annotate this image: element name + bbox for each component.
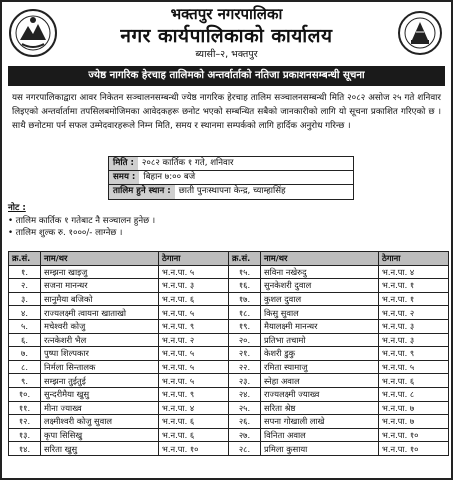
cell-name: सजना मानन्धर [41,279,159,293]
cell-name: प्रमिला कुसाया [261,442,379,456]
table-row [9,319,449,333]
cell-address: भ.न.पा. ४ [379,265,449,279]
header-name: नाम/थर [261,252,379,266]
training-info-box [108,156,354,200]
cell-address: भ.न.पा. ६ [159,292,229,306]
table-row [9,415,449,429]
cell-serial: १३. [9,428,41,442]
table-row [9,374,449,388]
cell-name: रमिता स्यामाजु [261,360,379,374]
time-label: समय : [109,171,139,184]
cell-name: निर्मला सिन्तालक [41,360,159,374]
cell-name: सुनकेशरी दुवाल [261,279,379,293]
cell-name: सानुमैया बजिको [41,292,159,306]
table-row [9,333,449,347]
selected-candidates-table [8,251,449,456]
table-row [9,279,449,293]
cell-address: भ.न.पा. ८ [379,387,449,401]
cell-address: भ.न.पा. ५ [159,374,229,388]
cell-serial: २७. [229,428,261,442]
table-row [9,442,449,456]
cell-name: पुष्पा शिल्पकार [41,347,159,361]
info-row-time [109,171,353,185]
cell-address: भ.न.पा. ५ [379,360,449,374]
cell-serial: २६. [229,415,261,429]
municipality-logo-icon [397,10,443,56]
time-value: बिहान ७:०० बजे [143,172,196,182]
cell-serial: २२. [229,360,261,374]
cell-name: कुशल दुवाल [261,292,379,306]
cell-name: किसु सुवाल [261,306,379,320]
cell-serial: ५. [9,319,41,333]
notes-heading: नोट : [8,203,26,213]
cell-name: सम्झना तुईतुई [41,374,159,388]
cell-address: भ.न.पा. ९ [159,319,229,333]
cell-address: भ.न.पा. ५ [159,360,229,374]
cell-address: भ.न.पा. ७ [379,415,449,429]
cell-address: भ.न.पा. १० [379,428,449,442]
cell-address: भ.न.पा. ३ [379,333,449,347]
office-name: नगर कार्यपालिकाको कार्यालय [120,25,333,47]
cell-address: भ.न.पा. १० [379,442,449,456]
cell-address: भ.न.पा. ६ [159,415,229,429]
cell-serial: २३. [229,374,261,388]
cell-serial: २५. [229,401,261,415]
header-serial: क्र.सं. [229,252,261,266]
cell-address: भ.न.पा. ३ [379,319,449,333]
cell-name: सविना नखेरुदु [261,265,379,279]
cell-name: मचेश्वरी कोजु [41,319,159,333]
header [2,2,451,64]
table-row [9,401,449,415]
notice-banner: ज्येष्ठ नागरिक हेरचाह तालिमको अन्तर्वार्ताको नतिजा प्रकाशनसम्बन्धी सूचना [8,66,445,86]
selected-candidates-table-wrapper [8,251,449,456]
note-item: • तालिम शुल्क रु. १०००/- लाग्नेछ । [8,228,123,238]
table-row [9,265,449,279]
header-name: नाम/थर [41,252,159,266]
cell-serial: १५. [229,265,261,279]
venue-value: छाती पुनःस्थापना केन्द्र, च्याम्हासिंह [178,186,286,196]
table-row [9,292,449,306]
cell-serial: ४. [9,306,41,320]
cell-address: भ.न.पा. ५ [159,306,229,320]
cell-name: सपना गोखाली लाखे [261,415,379,429]
cell-address: भ.न.पा. १ [379,292,449,306]
cell-address: भ.न.पा. ९ [159,387,229,401]
cell-serial: ६. [9,333,41,347]
cell-serial: ११. [9,401,41,415]
cell-name: लक्ष्मीश्वरी कोजु सुवाल [41,415,159,429]
cell-serial: १४. [9,442,41,456]
cell-address: भ.न.पा. १० [159,442,229,456]
intro-paragraph: यस नगरपालिकाद्वारा आवर निकेतन सञ्चालनसम्बन्धी ज्येष्ठ नागरिक हेरचाह तालिम सञ्चालनसम्बन्धी मिति २०८२ असोज २५ गते शनिवार लिइएको अन्तर्वार्तामा तपसिलबमोजिमका आवेदकहरू छनोट भएको सम्बन्धित सबैको जानकारीको लागि यो सूचना प्रकाशित गरिएको छ । साथै छनोटमा पर्न सफल उम्मेदवारहरूले निम्न मिति, समय र स्थानमा सम्पर्कको लागि हार्दिक अनुरोध गरिन्छ । [12,93,441,131]
cell-address: भ.न.पा. ९ [379,347,449,361]
header-address: ठेगाना [379,252,449,266]
cell-name: प्रतिभा तचामो [261,333,379,347]
venue-label: तालिम हुने स्थान : [109,185,175,199]
cell-address: भ.न.पा. ७ [379,401,449,415]
header-serial: क्र.सं. [9,252,41,266]
cell-serial: १. [9,265,41,279]
note-item: • तालिम कार्तिक १ गतेबाट नै सञ्चालन हुनेछ । [8,215,156,226]
cell-serial: २८. [229,442,261,456]
cell-serial: १७. [229,292,261,306]
cell-name: रत्नकेशरी भैल [41,333,159,347]
cell-address: भ.न.पा. ६ [159,428,229,442]
table-row [9,306,449,320]
cell-name: सम्झना खाइजु [41,265,159,279]
cell-name: राज्यलक्ष्मी ज्याख्व [261,387,379,401]
cell-name: सुन्दरीमैया खुसु [41,387,159,401]
cell-name: राज्यलक्ष्मी त्वायना खाताखो [41,306,159,320]
cell-name: सरिता श्रेष्ठ [261,401,379,415]
header-address: ठेगाना [159,252,229,266]
notes-section [8,202,445,240]
table-header-row [9,252,449,266]
cell-address: भ.न.पा. २ [159,333,229,347]
table-row [9,428,449,442]
cell-serial: ७. [9,347,41,361]
table-row [9,347,449,361]
cell-name: सरिता खुसु [41,442,159,456]
cell-serial: १६. [229,279,261,293]
cell-serial: २. [9,279,41,293]
cell-serial: १८. [229,306,261,320]
municipality-name: भक्तपुर नगरपालिका [170,5,283,23]
info-row-date [109,157,353,171]
cell-address: भ.न.पा. ६ [379,374,449,388]
cell-address: भ.न.पा. १ [379,279,449,293]
cell-address: भ.न.पा. ४ [159,401,229,415]
date-label: मिति : [109,157,138,170]
cell-serial: ३. [9,292,41,306]
cell-serial: २०. [229,333,261,347]
cell-serial: १०. [9,387,41,401]
cell-serial: १२. [9,415,41,429]
date-value: २०८२ कार्तिक १ गते, शनिवार [141,158,234,168]
cell-name: मैयालक्ष्मी मानन्धर [261,319,379,333]
cell-address: भ.न.पा. २ [379,306,449,320]
cell-name: केशरी डुकु [261,347,379,361]
cell-name: मीना ज्याख्व [41,401,159,415]
table-row [9,360,449,374]
cell-serial: २१. [229,347,261,361]
office-address: ब्यासी–२, भक्तपुर [195,49,258,60]
cell-serial: ८. [9,360,41,374]
table-row [9,387,449,401]
cell-name: कृपा सिसिखु [41,428,159,442]
cell-serial: १९. [229,319,261,333]
cell-serial: ९. [9,374,41,388]
table-body [9,265,449,455]
cell-address: भ.न.पा. ५ [159,347,229,361]
cell-name: स्नेहा अवाल [261,374,379,388]
cell-name: विनिता अवाल [261,428,379,442]
info-row-venue [109,185,353,199]
cell-address: भ.न.पा. ५ [159,265,229,279]
cell-address: भ.न.पा. ३ [159,279,229,293]
cell-serial: २४. [229,387,261,401]
